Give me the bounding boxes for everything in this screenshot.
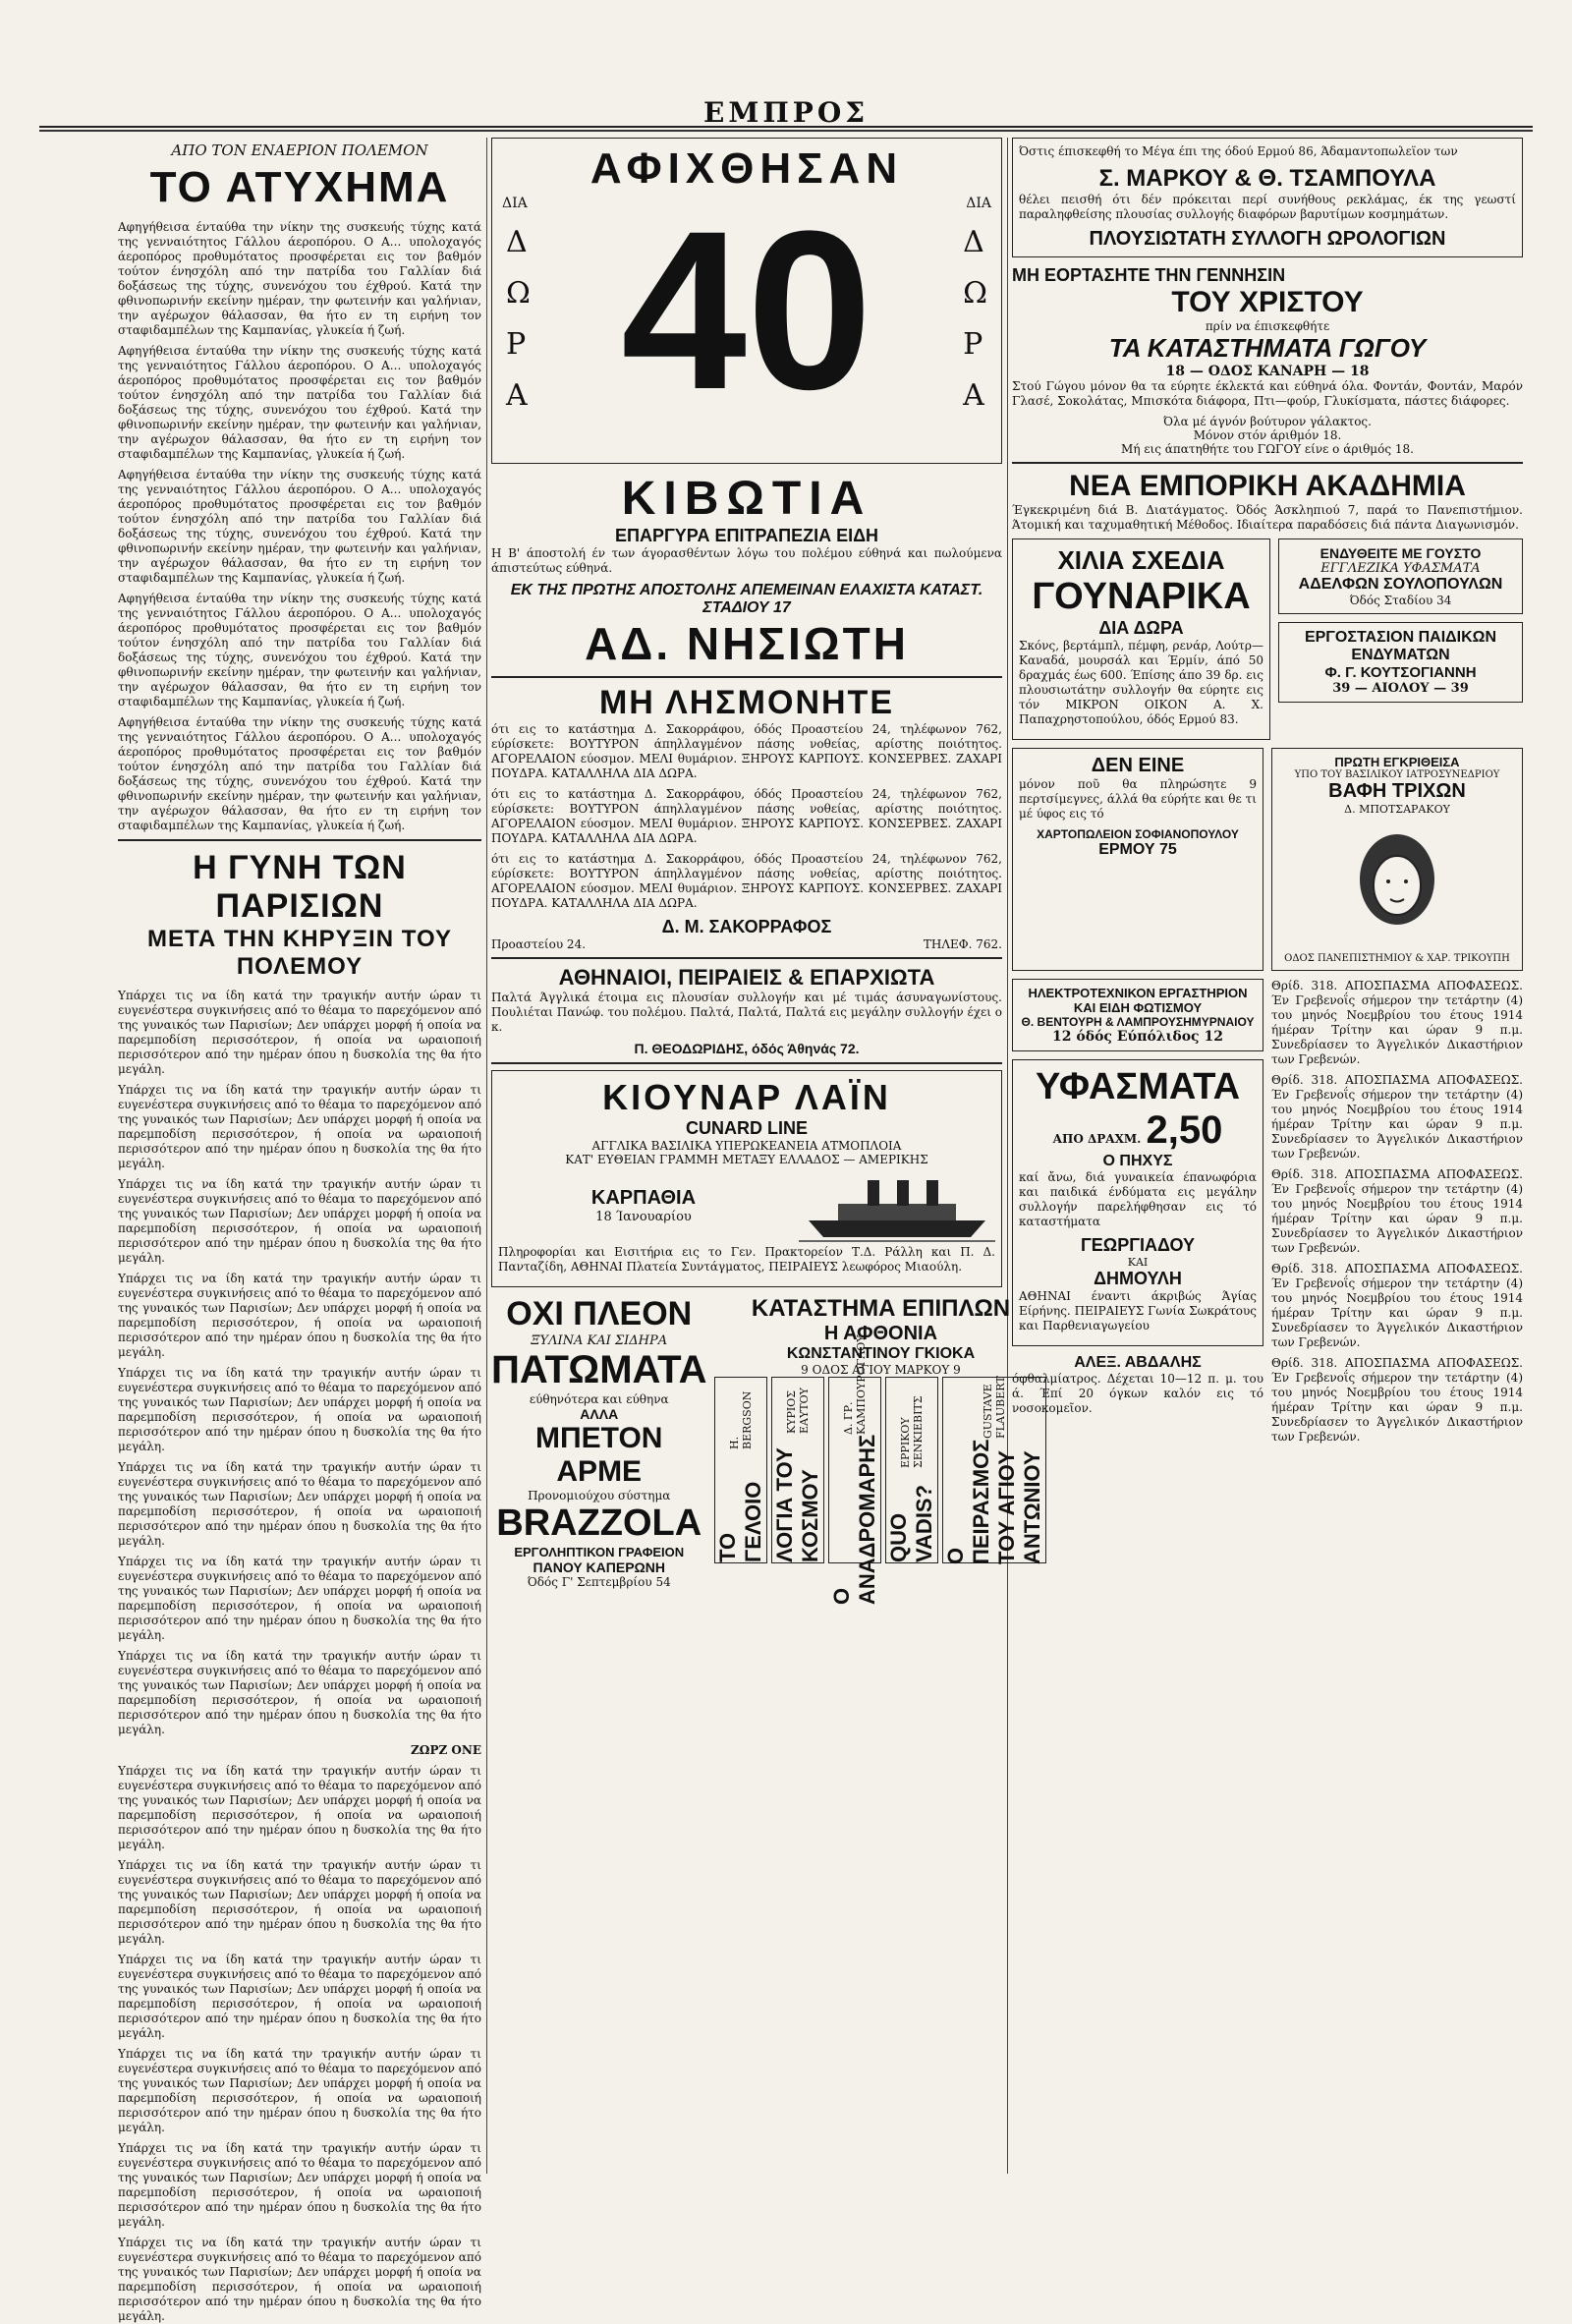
right-stack	[1278, 538, 1523, 748]
book-title: QUO VADIS?	[886, 1484, 937, 1562]
zakorrafos-footer	[491, 937, 1002, 951]
fabric2-title: ΥΦΑΣΜΑΤΑ	[1035, 1066, 1241, 1107]
article-body: Αφηγήθεισα ένταύθα την νίκην της συσκευής τύχης κατά της γενναιότητος Γάλλου άεροπόρου. Ο Α... υπολοχαγός άεροπόρος προθυμότατος προσφέρεται εις τον βαθμόν τούτον ένησχόλη από την πατρίδα του Γαλλίαν διά δοξάσεως της τύχης, συνενόχου του έχθρού. Κατά την φθινοπωρινήν εκείνην ημέραν, την φωτεινήν και γαλήνιαν, την αγέρωχον θάλασσαν, θα ήτο εν τη ειρήνη τον σταφιδαμπέλων της Καμπανίας, γλυκεία ή ζωή.	[118, 220, 481, 337]
book	[828, 1334, 881, 1606]
article-2-body-continued: Υπάρχει τις να ίδη κατά την τραγικήν αυτήν ώραν τι ευγενέστερα συγκινήσεις από το θέαμα το παρεχόμενον από της γυναικός των Παρισίων; Δεν υπάρχει μορφή ή οποία να παρεμποδίση περισσότερον, ή οποία να ωραιοποιή περισσότερον από την ημέραν όπου η δυσκολία της θα ήτο μεγάλη.	[118, 2236, 481, 2323]
zakorrafos-address: Προαστείου 24.	[491, 937, 587, 951]
fabric2-name: ΓΕΩΡΓΙΑΔΟΥ	[1080, 1235, 1196, 1255]
masthead-rule	[39, 130, 1533, 132]
ad-number: 40	[621, 184, 872, 436]
ad-silver: ΕΠΑΡΓΥΡΑ ΕΠΙΤΡΑΠΕΖΙΑ ΕΙΔΗ	[614, 526, 879, 545]
office-addr: Όδός Γ' Σεπτεμβρίου 54	[527, 1575, 671, 1589]
electro-name: Θ. ΒΕΝΤΟΥΡΗ & ΛΑΜΠΡΟΥΣΗΜΥΡΝΑΙΟΥ	[1021, 1015, 1255, 1029]
academy-title: ΝΕΑ ΕΜΠΟΡΙΚΗ ΑΚΑΔΗΜΙΑ	[1069, 470, 1466, 502]
not-exist-addr: ΕΡΜΟΥ 75	[1098, 841, 1177, 858]
gogou-body: Στού Γώγου μόνον θα τα εύρητε έκλεκτά και εύθηνά όλα. Φοντάν, Φοντάν, Μαρόν Γλασέ, Σοκολάτας, Μπισκότα διάφορα, Πτι—φούρ, Γλυκίσματα, πάστες διάφορες.	[1012, 379, 1523, 408]
article-2-body-continued: Υπάρχει τις να ίδη κατά την τραγικήν αυτήν ώραν τι ευγενέστερα συγκινήσεις από το θέαμα το παρεχόμενον από της γυναικός των Παρισίων; Δεν υπάρχει μορφή ή οποία να παρεμποδίση περισσότερον, ή οποία να ωραιοποιή περισσότερον από την ημέραν όπου η δυσκολία της θα ήτο μεγάλη.	[118, 2047, 481, 2134]
cunard-note: Πληροφορίαι και Εισιτήρια εις το Γεν. Πρακτορείον Τ.Δ. Ράλλη και Π. Δ. Πανταζίδη, ΑΘΗΝΑΙ Πλατεία Συντάγματος, ΠΕΙΡΑΙΕΥΣ λεωφόρος Μιαούλη.	[498, 1245, 995, 1274]
zakorrafos-body-more: ότι εις το κατάστημα Δ. Σακορράφου, όδός Προαστείου 24, τηλέφωνον 762, εύρίσκετε: ΒΟΥΤΥΡΟΝ άπηλλαγμένον πάσης νοθείας, αρίστης ποιότητος. ΑΓΟΡΕΛΑΙΟΝ εύοσμον. ΜΕΛΙ θυμάριον. ΞΗΡΟΥΣ ΚΑΡΠΟΥΣ. ΚΟΝΣΕΡΒΕΣ. ΖΑΧΑΡΙ ΠΟΥΔΡΑ. ΚΑΤΑΛΛΗΛΑ ΔΙΑ ΔΩΡΑ.	[491, 852, 1002, 910]
cunard-route: ΚΑΤ' ΕΥΘΕΙΑΝ ΓΡΑΜΜΗ ΜΕΤΑΞΥ ΕΛΛΑΔΟΣ — ΑΜΕΡΙΚΗΣ	[565, 1153, 928, 1166]
cunard-title: ΚΙΟΥΝΑΡ ΛΑΪΝ	[602, 1077, 891, 1117]
article-2-body-continued: Υπάρχει τις να ίδη κατά την τραγικήν αυτήν ώραν τι ευγενέστερα συγκινήσεις από το θέαμα το παρεχόμενον από της γυναικός των Παρισίων; Δεν υπάρχει μορφή ή οποία να παρεμποδίση περισσότερον, ή οποία να ωραιοποιή περισσότερον από την ημέραν όπου η δυσκολία της θα ήτο μεγάλη.	[118, 1272, 481, 1359]
book-author: ΚΥΡΙΟΣ ΕΑΥΤΟΥ	[785, 1388, 812, 1434]
article-2-body-continued: Υπάρχει τις να ίδη κατά την τραγικήν αυτήν ώραν τι ευγενέστερα συγκινήσεις από το θέαμα το παρεχόμενον από της γυναικός των Παρισίων; Δεν υπάρχει μορφή ή οποία να παρεμποδίση περισσότερον, ή οποία να ωραιοποιή περισσότερον από την ημέραν όπου η δυσκολία της θα ήτο μεγάλη.	[118, 1460, 481, 1548]
article-2-body-continued: Υπάρχει τις να ίδη κατά την τραγικήν αυτήν ώραν τι ευγενέστερα συγκινήσεις από το θέαμα το παρεχόμενον από της γυναικός των Παρισίων; Δεν υπάρχει μορφή ή οποία να παρεμποδίση περισσότερον, ή οποία να ωραιοποιή περισσότερον από την ημέραν όπου η δυσκολία της θα ήτο μεγάλη.	[118, 1366, 481, 1453]
column-3-split-a	[1012, 538, 1523, 748]
electro-addr: 12 όδός Εύπόλιδος 12	[1052, 1029, 1223, 1045]
fabric2-price: 2,50	[1146, 1108, 1223, 1152]
subheadline-2: ΜΕΤΑ ΤΗΝ ΚΗΡΥΞΙΝ ΤΟΥ ΠΟΛΕΜΟΥ	[147, 926, 452, 980]
not-exist: ΔΕΝ ΕΙΝΕ	[1091, 755, 1185, 776]
book-author: GUSTAVE FLAUBERT	[982, 1376, 1008, 1440]
academy-body: Έγκεκριμένη διά Β. Διατάγματος. Όδός Άσκληπιού 7, παρά το Πανεπιστήμιον. Άτομική και ταχυμαθητική Μέθοδος. Ιδιαίτερα παραδόσεις διά πάντα Διαγωνισμόν.	[1012, 503, 1523, 532]
letter: Ρ	[506, 327, 527, 362]
gogou-title: ΤΑ ΚΑΤΑΣΤΗΜΑΤΑ ΓΩΓΟΥ	[1108, 333, 1427, 363]
shop-name: Η ΑΦΘΟΝΙΑ	[823, 1323, 938, 1344]
beton: ΜΠΕΤΟΝ ΑΡΜΕ	[535, 1422, 663, 1488]
brazzola: BRAZZOLA	[496, 1502, 702, 1544]
newspaper-title: ΕΜΠΡΟΣ	[702, 96, 870, 129]
furniture-ad	[714, 1295, 1046, 1606]
article-2-body-continued: Υπάρχει τις να ίδη κατά την τραγικήν αυτήν ώραν τι ευγενέστερα συγκινήσεις από το θέαμα το παρεχόμενον από της γυναικός των Παρισίων; Δεν υπάρχει μορφή ή οποία να παρεμποδίση περισσότερον, ή οποία να ωραιοποιή περισσότερον από την ημέραν όπου η δυσκολία της θα ήτο μεγάλη.	[118, 1858, 481, 1946]
ad-dia-right: ΔΙΑ	[966, 196, 991, 211]
column-3-split-c	[1012, 979, 1523, 1450]
ad-sold-out: ΕΚ ΤΗΣ ΠΡΩΤΗΣ ΑΠΟΣΤΟΛΗΣ ΑΠΕΜΕΙΝΑΝ ΕΛΑΧΙΣΤΑ ΚΑΤΑΣΤ. ΣΤΑΔΙΟΥ 17	[510, 582, 983, 616]
fabrics-intro: ΕΝΔΥΘΕΙΤΕ ΜΕ ΓΟΥΣΤΟ	[1319, 545, 1482, 561]
letter: Α	[506, 378, 528, 413]
fur-1000: ΧΙΛΙΑ ΣΧΕΔΙΑ	[1057, 545, 1225, 575]
article-2-body-continued: Υπάρχει τις να ίδη κατά την τραγικήν αυτήν ώραν τι ευγενέστερα συγκινήσεις από το θέαμα το παρεχόμενον από της γυναικός των Παρισίων; Δεν υπάρχει μορφή ή οποία να παρεμποδίση περισσότερον, ή οποία να ωραιοποιή περισσότερον από την ημέραν όπου η δυσκολία της θα ήτο μεγάλη.	[118, 1953, 481, 2040]
ad-silver-note: Η Β' άποστολή έν των άγορασθέντων λόγω του πολέμου εύθηνά και πωλούμενα άπιστεύτως εύθηνά.	[491, 546, 1002, 575]
xmas-visit: πρίν να έπισκεφθήτε	[1205, 319, 1330, 333]
article-body-continued: Αφηγήθεισα ένταύθα την νίκην της συσκευής τύχης κατά της γενναιότητος Γάλλου άεροπόρου. Ο Α... υπολοχαγός άεροπόρος προθυμότατος προσφέρεται εις τον βαθμόν τούτον ένησχόλη από την πατρίδα του Γαλλίαν διά δοξάσεως της τύχης, συνενόχου του έχθρού. Κατά την φθινοπωρινήν εκείνην ημέραν, την φωτεινήν και γαλήνιαν, την αγέρωχον θάλασσαν, θα ήτο εν τη ειρήνη τον σταφιδαμπέλων της Καμπανίας, γλυκεία ή ζωή.	[118, 468, 481, 585]
ad-dont-forget: ΜΗ ΛΗΣΜΟΝΗΤΕ	[598, 684, 895, 721]
kids-ad	[1278, 622, 1523, 703]
article-2-body-continued: Υπάρχει τις να ίδη κατά την τραγικήν αυτήν ώραν τι ευγενέστερα συγκινήσεις από το θέαμα το παρεχόμενον από της γυναικός των Παρισίων; Δεν υπάρχει μορφή ή οποία να παρεμποδίση περισσότερον, ή οποία να ωραιοποιή περισσότερον από την ημέραν όπου η δυσκολία της θα ήτο μεγάλη.	[118, 1083, 481, 1170]
watch-footer: ΠΛΟΥΣΙΩΤΑΤΗ ΣΥΛΛΟΓΗ ΩΡΟΛΟΓΙΩΝ	[1089, 228, 1446, 250]
shop-owner: ΚΩΝΣΤΑΝΤΙΝΟΥ ΓΚΙΟΚΑ	[786, 1345, 976, 1362]
athenians-body: Παλτά Άγγλικά έτοιμα εις πλουσίαν συλλογήν και μέ τιμάς άσυναγωνίστους. Πουλιέται Πανώφ. του πολέμου. Παλτά, Παλτά, Παλτά εις μεγάλην συλλογήν έχει ο κ.	[491, 991, 1002, 1034]
watch-names: Σ. ΜΑΡΚΟΥ & Θ. ΤΣΑΜΠΟΥΛΑ	[1098, 165, 1436, 192]
divider	[491, 957, 1002, 959]
beton-sub: Προνομιούχου σύστημα	[528, 1489, 671, 1502]
beton-ad	[491, 1295, 706, 1589]
steamship-icon	[799, 1166, 995, 1245]
office-name: ΠΑΝΟΥ ΚΑΠΕΡΩΝΗ	[533, 1559, 665, 1575]
column-1	[118, 138, 481, 2323]
fabrics-sub: ΕΓΓΛΕΖΙΚΑ ΥΦΑΣΜΑΤΑ	[1320, 561, 1481, 576]
article-2-body: Υπάρχει τις να ίδη κατά την τραγικήν αυτήν ώραν τι ευγενέστερα συγκινήσεις από το θέαμα το παρεχόμενον από της γυναικός των Παρισίων; Δεν υπάρχει μορφή ή οποία να παρεμποδίση περισσότερον, ή οποία να ωραιοποιή περισσότερον από την ημέραν όπου η δυσκολία της θα ήτο μεγάλη.	[118, 989, 481, 1076]
column-divider	[486, 138, 487, 2174]
shop-addr: 9 ΟΔΟΣ ΑΓΙΟΥ ΜΑΡΚΟΥ 9	[801, 1363, 961, 1377]
xmas-line: ΜΗ ΕΟΡΤΑΣΗΤΕ ΤΗΝ ΓΕΝΝΗΣΙΝ	[1012, 265, 1286, 285]
book	[885, 1377, 938, 1563]
divider	[1012, 462, 1523, 464]
fabric2-body: καί ἄνω, διά γυναικεία έπανωφόρια και παιδικά ένδύματα εις μεγάλην συλλογήν παρελήφθησαν εις τό καταστήματα	[1019, 1170, 1257, 1228]
electro-title: ΗΛΕΚΤΡΟΤΕΧΝΙΚΟΝ ΕΡΓΑΣΤΗΡΙΟΝ ΚΑΙ ΕΙΔΗ ΦΩΤΙΣΜΟΥ	[1028, 986, 1248, 1015]
fabrics-name: ΑΔΕΛΦΩΝ ΣΟΥΛΟΠΟΥΛΩΝ	[1298, 576, 1503, 593]
cunard-sub: ΑΓΓΛΙΚΑ ΒΑΣΙΛΙΚΑ ΥΠΕΡΩΚΕΑΝΕΙΑ ΑΤΜΟΠΛΟΙΑ	[591, 1139, 902, 1153]
law-body-more: Θρίδ. 318. ΑΠΟΣΠΑΣΜΑ ΑΠΟΦΑΣΕΩΣ. Έν Γρεβενοΐς σήμερον την τετάρτην (4) του μηνός Νοεμβρίου του έτους 1914 ήμέραν Τρίτην και ώραν 9 π.μ. Συνεδρίασεν το Άγγελικόν Δικαστήριον των Γρεβενών.	[1271, 1073, 1523, 1161]
zakorrafos-body: ότι εις το κατάστημα Δ. Σακορράφου, όδός Προαστείου 24, τηλέφωνον 762, εύρίσκετε: ΒΟΥΤΥΡΟΝ άπηλλαγμένον πάσης νοθείας, αρίστης ποιότητος. ΑΓΟΡΕΛΑΙΟΝ εύοσμον. ΜΕΛΙ θυμάριον. ΞΗΡΟΥΣ ΚΑΡΠΟΥΣ. ΚΟΝΣΕΡΒΕΣ. ΖΑΧΑΡΙ ΠΟΥΔΡΑ. ΚΑΤΑΛΛΗΛΑ ΔΙΑ ΔΩΡΑ.	[491, 722, 1002, 780]
left-stack-c	[1012, 979, 1263, 1450]
cunard-latin: CUNARD LINE	[686, 1118, 808, 1138]
athenians-title: ΑΘΗΝΑΙΟΙ, ΠΕΙΡΑΙΕΙΣ & ΕΠΑΡΧΙΩΤΑ	[558, 965, 935, 990]
letter: Ρ	[963, 327, 983, 362]
law-notice	[1271, 979, 1523, 1450]
letter: Δ	[506, 225, 528, 259]
gogou-foot2: Μόνον στόν άριθμόν 18.	[1193, 428, 1342, 442]
dye-addr: ΟΔΟΣ ΠΑΝΕΠΙΣΤΗΜΙΟΥ & ΧΑΡ. ΤΡΙΚΟΥΠΗ	[1284, 953, 1510, 964]
divider	[491, 676, 1002, 678]
article-2-body-continued: Υπάρχει τις να ίδη κατά την τραγικήν αυτήν ώραν τι ευγενέστερα συγκινήσεις από το θέαμα το παρεχόμενον από της γυναικός των Παρισίων; Δεν υπάρχει μορφή ή οποία να παρεμποδίση περισσότερον, ή οποία να ωραιοποιή περισσότερον από την ημέραν όπου η δυσκολία της θα ήτο μεγάλη.	[118, 2141, 481, 2229]
fur-ad	[1012, 538, 1270, 740]
fur-title: ΓΟΥΝΑΡΙΚΑ	[1032, 576, 1251, 617]
athenians-sign: Π. ΘΕΟΔΩΡΙΔΗΣ, όδός Άθηνάς 72.	[634, 1041, 860, 1056]
cunard-date: 18 Ίανουαρίου	[595, 1210, 692, 1224]
alla: ΑΛΛΑ	[580, 1406, 619, 1422]
fabric2-and: ΚΑΙ	[1127, 1256, 1149, 1269]
section-kicker: ΑΠΟ ΤΟΝ ΕΝΑΕΡΙΟΝ ΠΟΛΕΜΟΝ	[171, 142, 428, 159]
fur-body: Σκόνς, βερτάμπλ, πέμφη, ρενάρ, Λούτρ—Καναδά, μουρσάλ και Έρμίν, άπό 50 δραχμάς έως 600. Έπίσης άπο 39 δρ. εις πλουσιωτάτην συλλογήν θα εύρητε εις τόν ΜΙΚΡΟΝ ΟΙΚΟΝ Α. Χ. Παπαχρηστοπούλου, όδός Ερμού 83.	[1019, 639, 1263, 726]
dye-maker: Δ. ΜΠΟΤΣΑΡΑΚΟΥ	[1344, 803, 1450, 816]
headline-2: Η ΓΥΝΗ ΤΩΝ ΠΑΡΙΣΙΩΝ	[193, 849, 407, 925]
shop-title: ΚΑΤΑΣΤΗΜΑ ΕΠΙΠΛΩΝ	[751, 1295, 1011, 1322]
electro-ad	[1012, 979, 1263, 1051]
law-body-more: Θρίδ. 318. ΑΠΟΣΠΑΣΜΑ ΑΠΟΦΑΣΕΩΣ. Έν Γρεβενοΐς σήμερον την τετάρτην (4) του μηνός Νοεμβρίου του έτους 1914 ήμέραν Τρίτην και ώραν 9 π.μ. Συνεδρίασεν το Άγγελικόν Δικαστήριον των Γρεβενών.	[1271, 1356, 1523, 1444]
article-signature: ΖΩΡΖ ΟΝΕ	[411, 1743, 481, 1757]
article-body-continued: Αφηγήθεισα ένταύθα την νίκην της συσκευής τύχης κατά της γενναιότητος Γάλλου άεροπόρου. Ο Α... υπολοχαγός άεροπόρος προθυμότατος προσφέρεται εις τον βαθμόν τούτον ένησχόλη από την πατρίδα του Γαλλίαν διά δοξάσεως της τύχης, συνενόχου του έχθρού. Κατά την φθινοπωρινήν εκείνην ημέραν, την φωτεινήν και γαλήνιαν, την αγέρωχον θάλασσαν, θα ήτο εν τη ειρήνη τον σταφιδαμπέλων της Καμπανίας, γλυκεία ή ζωή.	[118, 592, 481, 709]
headline: ΤΟ ΑΤΥΧΗΜΑ	[149, 163, 450, 211]
article-body-continued: Αφηγήθεισα ένταύθα την νίκην της συσκευής τύχης κατά της γενναιότητος Γάλλου άεροπόρου. Ο Α... υπολοχαγός άεροπόρος προθυμότατος προσφέρεται εις τον βαθμόν τούτον ένησχόλη από την πατρίδα του Γαλλίαν διά δοξάσεως της τύχης, συνενόχου του έχθρού. Κατά την φθινοπωρινήν εκείνην ημέραν, την φωτεινήν και γαλήνιαν, την αγέρωχον θάλασσαν, θα ήτο εν τη ειρήνη τον σταφιδαμπέλων της Καμπανίας, γλυκεία ή ζωή.	[118, 344, 481, 461]
fabrics-addr: Όδός Σταδίου 34	[1349, 594, 1452, 607]
patomata: ΠΑΤΩΜΑΤΑ	[491, 1348, 707, 1391]
masthead	[39, 96, 1533, 128]
fabric2-name2: ΔΗΜΟΥΛΗ	[1094, 1269, 1182, 1288]
article-body-continued: Αφηγήθεισα ένταύθα την νίκην της συσκευής τύχης κατά της γενναιότητος Γάλλου άεροπόρου. Ο Α... υπολοχαγός άεροπόρος προθυμότατος προσφέρεται εις τον βαθμόν τούτον ένησχόλη από την πατρίδα του Γαλλίαν διά δοξάσεως της τύχης, συνενόχου του έχθρού. Κατά την φθινοπωρινήν εκείνην ημέραν, την φωτεινήν και γαλήνιαν, την αγέρωχον θάλασσαν, θα ήτο εν τη ειρήνη τον σταφιδαμπέλων της Καμπανίας, γλυκεία ή ζωή.	[118, 715, 481, 832]
book	[714, 1377, 767, 1563]
not-exist-ad	[1012, 748, 1263, 971]
fabrics-ad	[1278, 538, 1523, 614]
dye-name: ΒΑΦΗ ΤΡΙΧΩΝ	[1328, 780, 1466, 802]
article-2-body-continued: Υπάρχει τις να ίδη κατά την τραγικήν αυτήν ώραν τι ευγενέστερα συγκινήσεις από το θέαμα το παρεχόμενον από της γυναικός των Παρισίων; Δεν υπάρχει μορφή ή οποία να παρεμποδίση περισσότερον, ή οποία να ωραιοποιή περισσότερον από την ημέραν όπου η δυσκολία της θα ήτο μεγάλη.	[118, 1649, 481, 1736]
gogou-addr: 18 — ΟΔΟΣ ΚΑΝΑΡΗ — 18	[1165, 364, 1370, 379]
book-author: ΕΡΡΙΚΟΥ ΣΕΝΚΙΕΒΙΤΣ	[899, 1395, 926, 1468]
not-exist-shop: ΧΑΡΤΟΠΩΛΕΙΟΝ ΣΟΦΙΑΝΟΠΟΥΛΟΥ	[1037, 827, 1239, 841]
letter: Ω	[963, 276, 987, 311]
cunard-ship: ΚΑΡΠΑΘΙΑ	[590, 1187, 697, 1209]
gift-ad	[491, 138, 1002, 464]
watch-ad	[1012, 138, 1523, 257]
article-2-body-continued: Υπάρχει τις να ίδη κατά την τραγικήν αυτήν ώραν τι ευγενέστερα συγκινήσεις από το θέαμα το παρεχόμενον από της γυναικός των Παρισίων; Δεν υπάρχει μορφή ή οποία να παρεμποδίση περισσότερον, ή οποία να ωραιοποιή περισσότερον από την ημέραν όπου η δυσκολία της θα ήτο μεγάλη.	[118, 1177, 481, 1265]
law-body: Θρίδ. 318. ΑΠΟΣΠΑΣΜΑ ΑΠΟΦΑΣΕΩΣ. Έν Γρεβενοΐς σήμερον την τετάρτην (4) του μηνός Νοεμβρίου του έτους 1914 ήμέραν Τρίτην και ώραν 9 π.μ. Συνεδρίασεν το Άγγελικόν Δικαστήριον των Γρεβενών.	[1271, 979, 1523, 1066]
no-more-sub: ΞΥΛΙΝΑ ΚΑΙ ΣΙΔΗΡΑ	[531, 1333, 668, 1348]
watch-intro: Όστις έπισκεφθή το Μέγα έπι της όδού Ερμού 86, Άδαμαντοπωλεϊον των	[1019, 144, 1458, 158]
ad-arrived: ΑΦΙΧΘΗΣΑΝ	[590, 144, 904, 193]
book-title: Ο ΑΝΑΔΡΟΜΑΡΗΣ	[829, 1435, 880, 1606]
zakorrafos-phone: ΤΗΛΕΦ. 762.	[923, 937, 1002, 951]
zakorrafos-body-more: ότι εις το κατάστημα Δ. Σακορράφου, όδός Προαστείου 24, τηλέφωνον 762, εύρίσκετε: ΒΟΥΤΥΡΟΝ άπηλλαγμένον πάσης νοθείας, αρίστης ποιότητος. ΑΓΟΡΕΛΑΙΟΝ εύοσμον. ΜΕΛΙ θυμάριον. ΞΗΡΟΥΣ ΚΑΡΠΟΥΣ. ΚΟΝΣΕΡΒΕΣ. ΖΑΧΑΡΙ ΠΟΥΔΡΑ. ΚΑΤΑΛΛΗΛΑ ΔΙΑ ΔΩΡΑ.	[491, 787, 1002, 845]
ad-dia-left: ΔΙΑ	[502, 196, 528, 211]
law-body-more: Θρίδ. 318. ΑΠΟΣΠΑΣΜΑ ΑΠΟΦΑΣΕΩΣ. Έν Γρεβενοΐς σήμερον την τετάρτην (4) του μηνός Νοεμβρίου του έτους 1914 ήμέραν Τρίτην και ώραν 9 π.μ. Συνεδρίασεν το Άγγελικόν Δικαστήριον των Γρεβενών.	[1271, 1167, 1523, 1255]
watch-body: θέλει πεισθή ότι δέν πρόκειται περί συνήθους ρεκλάμας, έκ της γεωστί παραληφθείσης πλουσίας συλλογής διαφόρων βαρυτίμων κοσμημάτων.	[1019, 193, 1516, 221]
column-3-split-b	[1012, 748, 1523, 979]
ad-owner: ΑΔ. ΝΗΣΙΩΤΗ	[585, 618, 909, 669]
book-author: Δ. ΓΡ. ΚΑΜΠΟΥΡΟΓΛΟΥ	[842, 1334, 869, 1436]
dye-sub: ΥΠΟ ΤΟΥ ΒΑΣΙΛΙΚΟΥ ΙΑΤΡΟΣΥΝΕΔΡΙΟΥ	[1294, 769, 1500, 780]
zakorrafos-sign: Δ. Μ. ΣΑΚΟΡΡΑΦΟΣ	[661, 917, 832, 936]
letter: Α	[963, 378, 984, 413]
fur-dia: ΔΙΑ ΔΩΡΑ	[1098, 618, 1184, 638]
cheap: εύθηνότερα και εύθηνα	[529, 1392, 669, 1406]
book-author: Η. BERGSON	[728, 1391, 755, 1450]
not-exist-body: μόνον ποῦ θα πληρώσητε 9 περτσίμεγνες, άλλά θα εύρήτε και θε τι μέ ύφος εις τό	[1019, 777, 1257, 821]
fabric2-addr: ΑΘΗΝΑΙ έναντι άκριβώς Άγίας Είρήνης. ΠΕΙΡΑΙΕΥΣ Γωνία Σωκράτους και Παρθενιαγωγείου	[1019, 1289, 1257, 1332]
book-title: ΤΟ ΓΕΛΟΙΟ	[715, 1481, 766, 1562]
kids-title: ΕΡΓΟΣΤΑΣΙΟΝ ΠΑΙΔΙΚΩΝ ΕΝΔΥΜΑΤΩΝ	[1304, 629, 1497, 663]
doctor-body: όφθαλμίατρος. Δέχεται 10—12 π. μ. του ά. Έπί 20 όγκων καλόν εις τό νοσοκομεῖον.	[1012, 1372, 1263, 1415]
ad-boxes: ΚΙΒΩΤΙΑ	[621, 473, 872, 525]
hair-dye-ad	[1271, 748, 1523, 971]
letter: Δ	[963, 225, 984, 259]
doctor-name: ΑΛΕΞ. ΑΒΔΑΛΗΣ	[1074, 1354, 1202, 1371]
book-title: ΛΟΓΙΑ ΤΟΥ ΚΟΣΜΟΥ	[772, 1447, 823, 1562]
fabric2-unit: Ο ΠΗΧΥΣ	[1102, 1153, 1173, 1169]
dye-title: ΠΡΩΤΗ ΕΓΚΡΙΘΕΙΣΑ	[1334, 755, 1460, 769]
article-2-body-continued: Υπάρχει τις να ίδη κατά την τραγικήν αυτήν ώραν τι ευγενέστερα συγκινήσεις από το θέαμα το παρεχόμενον από της γυναικός των Παρισίων; Δεν υπάρχει μορφή ή οποία να παρεμποδίση περισσότερον, ή οποία να ωραιοποιή περισσότερον από την ημέραν όπου η δυσκολία της θα ήτο μεγάλη.	[118, 1764, 481, 1851]
kids-addr: 39 — ΑΙΟΛΟΥ — 39	[1332, 681, 1469, 696]
xmas-big: ΤΟΥ ΧΡΙΣΤΟΥ	[1171, 286, 1364, 318]
no-more: ΟΧΙ ΠΛΕΟΝ	[506, 1295, 693, 1332]
portrait-icon	[1278, 816, 1516, 953]
law-body-more: Θρίδ. 318. ΑΠΟΣΠΑΣΜΑ ΑΠΟΦΑΣΕΩΣ. Έν Γρεβενοΐς σήμερον την τετάρτην (4) του μηνός Νοεμβρίου του έτους 1914 ήμέραν Τρίτην και ώραν 9 π.μ. Συνεδρίασεν το Άγγελικόν Δικαστήριον των Γρεβενών.	[1271, 1262, 1523, 1349]
book	[771, 1377, 824, 1563]
book-title: Ο ΠΕΙΡΑΣΜΟΣ ΤΟΥ ΑΓΙΟΥ ΑΝΤΩΝΙΟΥ	[943, 1439, 1045, 1564]
fabric2-ad	[1012, 1059, 1263, 1346]
gogou-foot1: Όλα μέ άγνόν βούτυρον γάλακτος.	[1163, 415, 1372, 428]
cunard-ad	[491, 1070, 1002, 1287]
letter: Ω	[506, 276, 531, 311]
column-2-split	[491, 1295, 1045, 1606]
kids-name: Φ. Γ. ΚΟΥΤΣΟΓΙΑΝΝΗ	[1324, 664, 1477, 681]
divider	[491, 1062, 1002, 1064]
gogou-foot3: Μή εις άπατηθήτε του ΓΩΓΟΥ είνε ο άριθμός 18.	[1121, 442, 1414, 456]
office: ΕΡΓΟΛΗΠΤΙΚΟΝ ΓΡΑΦΕΙΟΝ	[514, 1545, 685, 1559]
divider	[118, 839, 481, 841]
article-2-body-continued: Υπάρχει τις να ίδη κατά την τραγικήν αυτήν ώραν τι ευγενέστερα συγκινήσεις από το θέαμα το παρεχόμενον από της γυναικός των Παρισίων; Δεν υπάρχει μορφή ή οποία να παρεμποδίση περισσότερον, ή οποία να ωραιοποιή περισσότερον από την ημέραν όπου η δυσκολία της θα ήτο μεγάλη.	[118, 1555, 481, 1642]
fabric2-price-label: ΑΠΟ ΔΡΑΧΜ.	[1052, 1132, 1142, 1146]
column-divider	[1007, 138, 1008, 2174]
column-3	[1012, 138, 1523, 2174]
column-2	[491, 138, 1045, 2174]
